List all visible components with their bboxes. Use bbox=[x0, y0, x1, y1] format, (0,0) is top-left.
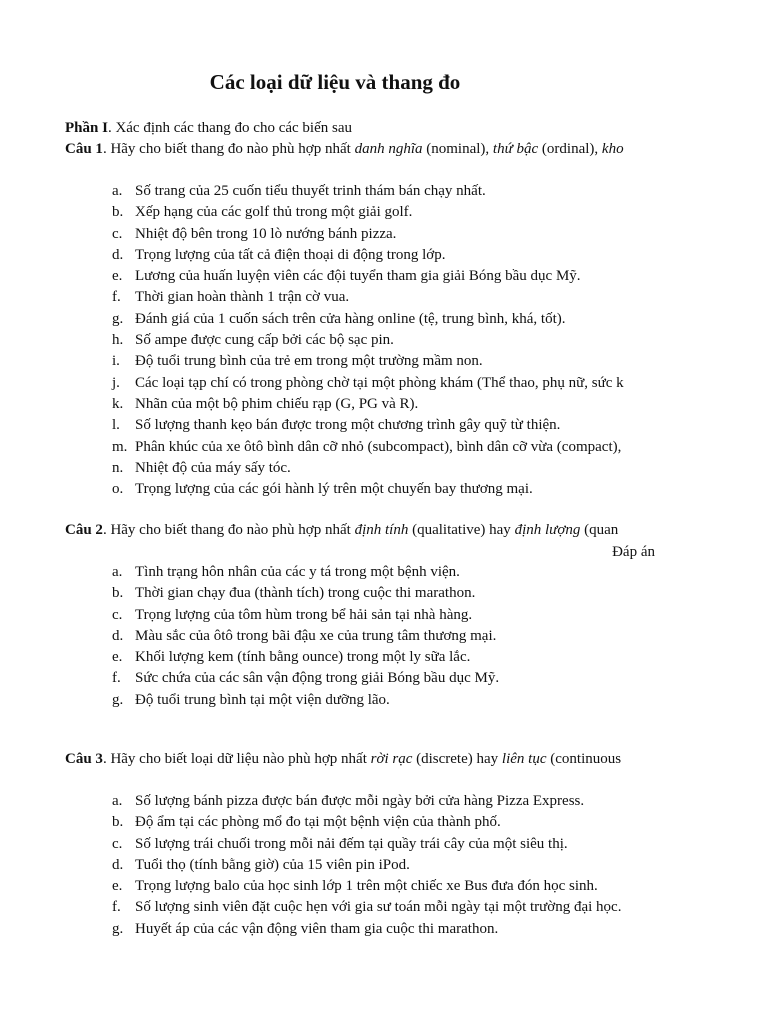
item-letter: b. bbox=[112, 585, 124, 602]
item-letter: g. bbox=[112, 691, 124, 708]
list-item bbox=[65, 855, 668, 876]
part1-heading bbox=[65, 118, 668, 138]
item-text: Lương của huấn luyện viên các đội tuyển tham gia giải Bóng bầu dục Mỹ. bbox=[135, 268, 581, 285]
item-text: Nhiệt độ bên trong 10 lò nướng bánh pizza. bbox=[135, 225, 397, 242]
list-item bbox=[65, 668, 668, 689]
item-letter: b. bbox=[112, 204, 124, 221]
list-item bbox=[65, 791, 668, 812]
q1-italic-3: kho bbox=[601, 141, 624, 157]
list-item bbox=[65, 351, 668, 372]
item-letter: h. bbox=[112, 332, 124, 349]
item-letter: c. bbox=[112, 835, 123, 852]
list-item bbox=[65, 394, 668, 415]
item-letter: c. bbox=[112, 225, 123, 242]
item-text: Số trang của 25 cuốn tiểu thuyết trinh thám bán chạy nhất. bbox=[135, 183, 486, 199]
list-item bbox=[65, 647, 668, 668]
list-item bbox=[65, 583, 668, 604]
item-text: Trọng lượng của tôm hùm trong bể hải sản tại nhà hàng. bbox=[135, 606, 473, 623]
list-item bbox=[65, 202, 668, 223]
item-text: Phân khúc của xe ôtô bình dân cỡ nhỏ (subcompact), bình dân cỡ vừa (compact), bbox=[135, 438, 622, 455]
q3-label: Câu 3 bbox=[65, 751, 103, 767]
q1-italic-1: danh nghĩa bbox=[354, 141, 423, 157]
item-letter: g. bbox=[112, 920, 124, 937]
q3-text-1: . Hãy cho biết loại dữ liệu nào phù hợp nhất bbox=[102, 751, 371, 767]
item-text: Khối lượng kem (tính bằng ounce) trong một ly sữa lắc. bbox=[135, 649, 471, 666]
item-letter: i. bbox=[112, 353, 120, 370]
q3-prompt bbox=[65, 749, 668, 769]
list-item bbox=[65, 437, 668, 458]
item-letter: e. bbox=[112, 878, 123, 895]
q1-prompt bbox=[65, 139, 668, 159]
list-item bbox=[65, 690, 668, 711]
item-text: Trọng lượng của tất cả điện thoại di động trong lớp. bbox=[135, 246, 446, 263]
q2-prompt bbox=[65, 520, 668, 540]
part1-text: . Xác định các thang đo cho các biến sau bbox=[107, 120, 353, 136]
item-text: Nhiệt độ của máy sấy tóc. bbox=[135, 459, 291, 476]
list-item bbox=[65, 309, 668, 330]
item-text: Sức chứa của các sân vận động trong giải Bóng bầu dục Mỹ. bbox=[135, 670, 500, 687]
item-letter: f. bbox=[112, 899, 121, 916]
item-text: Số lượng sinh viên đặt cuộc hẹn với gia sư toán mỗi ngày tại một trường đại học. bbox=[135, 899, 622, 916]
item-letter: c. bbox=[112, 606, 123, 623]
list-item bbox=[65, 897, 668, 918]
item-letter: m. bbox=[112, 438, 128, 455]
item-letter: l. bbox=[112, 417, 120, 434]
answer-header: Đáp án bbox=[612, 544, 655, 560]
q2-text-2: (qualitative) hay bbox=[408, 522, 515, 538]
item-text: Số ampe được cung cấp bởi các bộ sạc pin. bbox=[135, 332, 394, 349]
item-letter: n. bbox=[112, 459, 124, 476]
list-item bbox=[65, 919, 668, 940]
q3-text-3: (continuous bbox=[546, 751, 622, 767]
list-item bbox=[65, 458, 668, 479]
item-letter: o. bbox=[112, 481, 124, 498]
item-text: Thời gian chạy đua (thành tích) trong cuộc thi marathon. bbox=[135, 585, 476, 602]
item-letter: g. bbox=[112, 310, 124, 327]
q1-text-3: (ordinal), bbox=[538, 141, 602, 157]
list-item bbox=[65, 876, 668, 897]
q2-text-1: . Hãy cho biết thang đo nào phù hợp nhất bbox=[102, 522, 355, 538]
q2-italic-1: định tính bbox=[354, 522, 409, 538]
item-letter: a. bbox=[112, 793, 123, 809]
list-item bbox=[65, 181, 668, 202]
list-item bbox=[65, 562, 668, 583]
item-text: Độ ẩm tại các phòng mổ đo tại một bệnh viện của thành phố. bbox=[135, 814, 501, 831]
item-letter: b. bbox=[112, 814, 124, 831]
q2-label: Câu 2 bbox=[65, 522, 103, 538]
item-text: Huyết áp của các vận động viên tham gia cuộc thi marathon. bbox=[135, 920, 499, 937]
part1-label: Phần I bbox=[65, 120, 108, 136]
q1-label: Câu 1 bbox=[65, 141, 103, 157]
item-letter: d. bbox=[112, 856, 124, 873]
q3-text-2: (discrete) hay bbox=[412, 751, 502, 767]
item-text: Trọng lượng balo của học sinh lớp 1 trên một chiếc xe Bus đưa đón học sinh. bbox=[135, 878, 598, 895]
q2-italic-2: định lượng bbox=[514, 522, 581, 538]
list-item bbox=[65, 626, 668, 647]
item-text: Nhãn của một bộ phim chiếu rạp (G, PG và R). bbox=[135, 395, 419, 412]
list-item bbox=[65, 605, 668, 626]
list-item bbox=[65, 373, 668, 394]
item-text: Số lượng trái chuối trong mỗi nải đếm tại quầy trái cây của một siêu thị. bbox=[135, 835, 568, 852]
list-item bbox=[65, 224, 668, 245]
list-item bbox=[65, 287, 668, 308]
item-text: Các loại tạp chí có trong phòng chờ tại một phòng khám (Thể thao, phụ nữ, sức k bbox=[135, 374, 624, 391]
item-letter: d. bbox=[112, 246, 124, 263]
list-item bbox=[65, 245, 668, 266]
q2-item-list bbox=[65, 562, 668, 711]
item-letter: a. bbox=[112, 564, 123, 580]
q1-text-2: (nominal), bbox=[422, 141, 493, 157]
item-letter: a. bbox=[112, 183, 123, 199]
item-text: Tình trạng hôn nhân của các y tá trong một bệnh viện. bbox=[135, 564, 460, 580]
list-item bbox=[65, 812, 668, 833]
list-item bbox=[65, 415, 668, 436]
item-text: Tuổi thọ (tính bằng giờ) của 15 viên pin iPod. bbox=[135, 856, 410, 873]
item-letter: j. bbox=[112, 374, 120, 391]
q3-item-list bbox=[65, 791, 668, 940]
item-text: Số lượng bánh pizza được bán được mỗi ngày bởi cửa hàng Pizza Express. bbox=[135, 793, 585, 809]
item-text: Độ tuổi trung bình của trẻ em trong một trường mầm non. bbox=[135, 353, 483, 370]
item-text: Màu sắc của ôtô trong bãi đậu xe của trung tâm thương mại. bbox=[135, 627, 497, 644]
item-letter: f. bbox=[112, 289, 121, 306]
item-text: Đánh giá của 1 cuốn sách trên cửa hàng online (tệ, trung bình, khá, tốt). bbox=[135, 310, 566, 327]
q1-text-1: . Hãy cho biết thang đo nào phù hợp nhất bbox=[102, 141, 355, 157]
q3-italic-1: rời rạc bbox=[370, 751, 413, 767]
list-item bbox=[65, 330, 668, 351]
q1-italic-2: thứ bậc bbox=[492, 141, 539, 157]
q2-text-3: (quan bbox=[580, 522, 619, 538]
item-letter: e. bbox=[112, 649, 123, 666]
list-item bbox=[65, 834, 668, 855]
item-letter: k. bbox=[112, 395, 124, 412]
item-text: Độ tuổi trung bình tại một viện dưỡng lão. bbox=[135, 691, 390, 708]
item-text: Xếp hạng của các golf thủ trong một giải golf. bbox=[135, 204, 413, 221]
item-text: Trọng lượng của các gói hành lý trên một chuyến bay thương mại. bbox=[135, 481, 533, 498]
q3-italic-2: liên tục bbox=[501, 751, 547, 767]
list-item bbox=[65, 479, 668, 500]
page-title: Các loại dữ liệu và thang đo bbox=[209, 70, 461, 94]
item-text: Thời gian hoàn thành 1 trận cờ vua. bbox=[135, 289, 350, 306]
item-letter: e. bbox=[112, 268, 123, 285]
item-letter: f. bbox=[112, 670, 121, 687]
item-text: Số lượng thanh kẹo bán được trong một chương trình gây quỹ từ thiện. bbox=[135, 417, 561, 434]
item-letter: d. bbox=[112, 627, 124, 644]
q1-item-list bbox=[65, 181, 668, 500]
list-item bbox=[65, 266, 668, 287]
